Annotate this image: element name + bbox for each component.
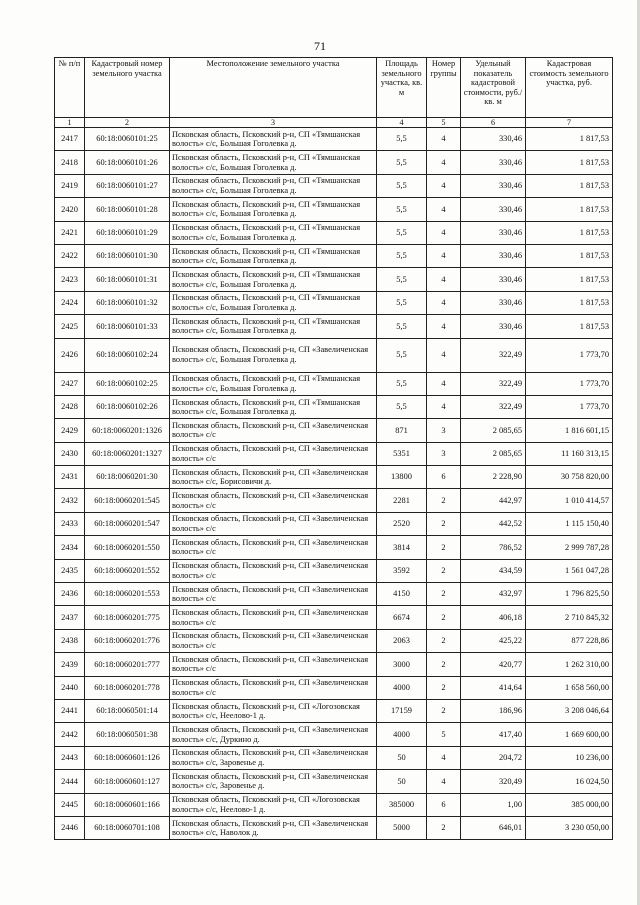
location: Псковская область, Псковский р-н, СП «Завеличенская волость» с/с, Наволок д. [170,816,377,839]
area: 5,5 [377,221,427,244]
cadastral-value: 10 236,00 [526,746,613,769]
group-number: 2 [427,629,461,652]
row-number: 2419 [55,174,85,197]
row-number: 2417 [55,128,85,151]
rate-per-sqm: 322,49 [461,338,526,372]
cadastral-value-table [54,57,613,840]
location: Псковская область, Псковский р-н, СП «Завеличенская волость» с/с [170,583,377,606]
rate-per-sqm: 406,18 [461,606,526,629]
cadastral-value: 1 817,53 [526,128,613,151]
header-row [55,58,613,118]
area: 4000 [377,723,427,746]
rate-per-sqm: 420,77 [461,653,526,676]
group-number: 4 [427,221,461,244]
cadastral-number: 60:18:0060101:30 [85,244,170,267]
column-number: 6 [461,118,526,128]
location: Псковская область, Псковский р-н, СП «Завеличенская волость» с/с [170,442,377,465]
table-row [55,442,613,465]
cadastral-number: 60:18:0060201:545 [85,489,170,512]
table-row [55,395,613,418]
table-row [55,770,613,793]
row-number: 2428 [55,395,85,418]
row-number: 2442 [55,723,85,746]
area: 3814 [377,536,427,559]
area: 5,5 [377,128,427,151]
header-num: № п/п [55,58,85,118]
row-number: 2423 [55,268,85,291]
cadastral-number: 60:18:0060201:1326 [85,419,170,442]
cadastral-number: 60:18:0060102:24 [85,338,170,372]
table-row [55,606,613,629]
row-number: 2425 [55,315,85,338]
table-row [55,244,613,267]
table-row [55,338,613,372]
rate-per-sqm: 1,00 [461,793,526,816]
area: 4000 [377,676,427,699]
cadastral-value: 1 773,70 [526,338,613,372]
row-number: 2433 [55,512,85,535]
header-group: Номер группы [427,58,461,118]
header-cadastral-number: Кадастровый номер земельного участка [85,58,170,118]
area: 385000 [377,793,427,816]
cadastral-number: 60:18:0060101:25 [85,128,170,151]
group-number: 3 [427,419,461,442]
area: 5,5 [377,395,427,418]
table-row [55,268,613,291]
area: 5,5 [377,244,427,267]
row-number: 2429 [55,419,85,442]
rate-per-sqm: 322,49 [461,395,526,418]
cadastral-number: 60:18:0060601:126 [85,746,170,769]
location: Псковская область, Псковский р-н, СП «Завеличенская волость» с/с, Дуркино д. [170,723,377,746]
table-row [55,419,613,442]
cadastral-number: 60:18:0060101:31 [85,268,170,291]
area: 5,5 [377,174,427,197]
row-number: 2440 [55,676,85,699]
location: Псковская область, Псковский р-н, СП «Тямшанская волость» с/с, Большая Гоголевка д. [170,151,377,174]
cadastral-value: 1 561 047,28 [526,559,613,582]
table-row [55,583,613,606]
row-number: 2435 [55,559,85,582]
location: Псковская область, Псковский р-н, СП «Тямшанская волость» с/с, Большая Гоголевка д. [170,244,377,267]
cadastral-value: 11 160 313,15 [526,442,613,465]
group-number: 4 [427,198,461,221]
rate-per-sqm: 417,40 [461,723,526,746]
group-number: 2 [427,512,461,535]
group-number: 6 [427,466,461,489]
column-number: 1 [55,118,85,128]
cadastral-value: 1 262 310,00 [526,653,613,676]
group-number: 5 [427,723,461,746]
row-number: 2437 [55,606,85,629]
rate-per-sqm: 330,46 [461,128,526,151]
row-number: 2434 [55,536,85,559]
location: Псковская область, Псковский р-н, СП «Тямшанская волость» с/с, Большая Гоголевка д. [170,268,377,291]
table-row [55,489,613,512]
area: 5,5 [377,372,427,395]
table-row [55,536,613,559]
table-row [55,723,613,746]
group-number: 4 [427,395,461,418]
location: Псковская область, Псковский р-н, СП «Завеличенская волость» с/с, Большая Гоголевка д. [170,338,377,372]
row-number: 2420 [55,198,85,221]
group-number: 4 [427,315,461,338]
area: 4150 [377,583,427,606]
cadastral-value: 1 773,70 [526,372,613,395]
table-row [55,746,613,769]
row-number: 2426 [55,338,85,372]
group-number: 4 [427,128,461,151]
location: Псковская область, Псковский р-н, СП «Завеличенская волость» с/с [170,629,377,652]
rate-per-sqm: 330,46 [461,221,526,244]
column-number: 2 [85,118,170,128]
cadastral-value: 1 773,70 [526,395,613,418]
cadastral-number: 60:18:0060201:776 [85,629,170,652]
cadastral-value: 1 010 414,57 [526,489,613,512]
location: Псковская область, Псковский р-н, СП «Тямшанская волость» с/с, Большая Гоголевка д. [170,395,377,418]
rate-per-sqm: 2 228,90 [461,466,526,489]
cadastral-value: 1 658 560,00 [526,676,613,699]
table-row [55,221,613,244]
row-number: 2443 [55,746,85,769]
rate-per-sqm: 330,46 [461,244,526,267]
rate-per-sqm: 320,49 [461,770,526,793]
cadastral-value: 3 230 050,00 [526,816,613,839]
table-row [55,676,613,699]
group-number: 2 [427,606,461,629]
cadastral-number: 60:18:0060201:547 [85,512,170,535]
row-number: 2427 [55,372,85,395]
cadastral-number: 60:18:0060501:38 [85,723,170,746]
cadastral-number: 60:18:0060201:552 [85,559,170,582]
cadastral-number: 60:18:0060102:26 [85,395,170,418]
group-number: 4 [427,746,461,769]
location: Псковская область, Псковский р-н, СП «Логозовская волость» с/с, Неелово-1 д. [170,793,377,816]
table-row [55,512,613,535]
cadastral-number: 60:18:0060601:166 [85,793,170,816]
row-number: 2439 [55,653,85,676]
area: 5,5 [377,268,427,291]
location: Псковская область, Псковский р-н, СП «Завеличенская волость» с/с [170,559,377,582]
group-number: 6 [427,793,461,816]
rate-per-sqm: 442,97 [461,489,526,512]
column-number-row [55,118,613,128]
group-number: 4 [427,244,461,267]
rate-per-sqm: 330,46 [461,151,526,174]
table-row [55,699,613,722]
cadastral-number: 60:18:0060101:29 [85,221,170,244]
rate-per-sqm: 442,52 [461,512,526,535]
cadastral-value: 1 817,53 [526,291,613,314]
row-number: 2430 [55,442,85,465]
row-number: 2418 [55,151,85,174]
location: Псковская область, Псковский р-н, СП «Тямшанская волость» с/с, Большая Гоголевка д. [170,291,377,314]
rate-per-sqm: 330,46 [461,315,526,338]
group-number: 4 [427,291,461,314]
area: 2063 [377,629,427,652]
cadastral-value: 1 115 150,40 [526,512,613,535]
cadastral-value: 1 817,53 [526,268,613,291]
rate-per-sqm: 186,96 [461,699,526,722]
row-number: 2436 [55,583,85,606]
cadastral-value: 385 000,00 [526,793,613,816]
rate-per-sqm: 414,64 [461,676,526,699]
row-number: 2424 [55,291,85,314]
table-row [55,291,613,314]
table-row [55,174,613,197]
area: 2520 [377,512,427,535]
cadastral-value: 1 817,53 [526,244,613,267]
table-row [55,653,613,676]
rate-per-sqm: 432,97 [461,583,526,606]
cadastral-value: 1 816 601,15 [526,419,613,442]
row-number: 2422 [55,244,85,267]
row-number: 2446 [55,816,85,839]
column-number: 5 [427,118,461,128]
rate-per-sqm: 2 085,65 [461,419,526,442]
cadastral-number: 60:18:0060201:775 [85,606,170,629]
column-number: 3 [170,118,377,128]
cadastral-number: 60:18:0060101:33 [85,315,170,338]
column-number: 7 [526,118,613,128]
area: 50 [377,746,427,769]
cadastral-value: 1 796 825,50 [526,583,613,606]
area: 5000 [377,816,427,839]
location: Псковская область, Псковский р-н, СП «Завеличенская волость» с/с [170,653,377,676]
table-row [55,128,613,151]
rate-per-sqm: 330,46 [461,291,526,314]
area: 5,5 [377,315,427,338]
location: Псковская область, Псковский р-н, СП «Завеличенская волость» с/с [170,512,377,535]
table-row [55,629,613,652]
cadastral-value: 3 208 046,64 [526,699,613,722]
row-number: 2431 [55,466,85,489]
cadastral-number: 60:18:0060102:25 [85,372,170,395]
group-number: 2 [427,536,461,559]
cadastral-value: 1 817,53 [526,221,613,244]
rate-per-sqm: 434,59 [461,559,526,582]
group-number: 2 [427,489,461,512]
table-row [55,315,613,338]
location: Псковская область, Псковский р-н, СП «Завеличенская волость» с/с, Заровенье д. [170,770,377,793]
cadastral-value: 877 228,86 [526,629,613,652]
header-rate: Удельный показатель кадастровой стоимости, руб./кв. м [461,58,526,118]
area: 13800 [377,466,427,489]
header-location: Местоположение земельного участка [170,58,377,118]
area: 2281 [377,489,427,512]
location: Псковская область, Псковский р-н, СП «Тямшанская волость» с/с, Большая Гоголевка д. [170,315,377,338]
rate-per-sqm: 330,46 [461,174,526,197]
cadastral-number: 60:18:0060201:777 [85,653,170,676]
cadastral-number: 60:18:0060201:550 [85,536,170,559]
cadastral-value: 1 817,53 [526,174,613,197]
group-number: 4 [427,372,461,395]
area: 6674 [377,606,427,629]
row-number: 2421 [55,221,85,244]
location: Псковская область, Псковский р-н, СП «Тямшанская волость» с/с, Большая Гоголевка д. [170,174,377,197]
group-number: 2 [427,653,461,676]
cadastral-number: 60:18:0060201:30 [85,466,170,489]
cadastral-value: 1 817,53 [526,315,613,338]
area: 871 [377,419,427,442]
table-row [55,466,613,489]
location: Псковская область, Псковский р-н, СП «Завеличенская волость» с/с, Борисовичи д. [170,466,377,489]
page-number: 71 [314,39,326,53]
rate-per-sqm: 330,46 [461,268,526,291]
cadastral-number: 60:18:0060601:127 [85,770,170,793]
location: Псковская область, Псковский р-н, СП «Завеличенская волость» с/с [170,676,377,699]
table-body [55,128,613,840]
group-number: 4 [427,338,461,372]
area: 17159 [377,699,427,722]
area: 5351 [377,442,427,465]
location: Псковская область, Псковский р-н, СП «Завеличенская волость» с/с [170,489,377,512]
area: 5,5 [377,291,427,314]
row-number: 2441 [55,699,85,722]
cadastral-value: 1 669 600,00 [526,723,613,746]
group-number: 4 [427,174,461,197]
cadastral-value: 16 024,50 [526,770,613,793]
rate-per-sqm: 330,46 [461,198,526,221]
cadastral-value: 2 999 787,28 [526,536,613,559]
cadastral-value: 30 758 820,00 [526,466,613,489]
row-number: 2444 [55,770,85,793]
header-value: Кадастровая стоимость земельного участка, руб. [526,58,613,118]
table-row [55,372,613,395]
cadastral-number: 60:18:0060201:778 [85,676,170,699]
group-number: 2 [427,583,461,606]
rate-per-sqm: 322,49 [461,372,526,395]
cadastral-number: 60:18:0060101:26 [85,151,170,174]
location: Псковская область, Псковский р-н, СП «Завеличенская волость» с/с [170,536,377,559]
area: 5,5 [377,338,427,372]
cadastral-value: 1 817,53 [526,198,613,221]
cadastral-value: 2 710 845,32 [526,606,613,629]
row-number: 2432 [55,489,85,512]
location: Псковская область, Псковский р-н, СП «Завеличенская волость» с/с, Заровенье д. [170,746,377,769]
column-number: 4 [377,118,427,128]
rate-per-sqm: 646,01 [461,816,526,839]
rate-per-sqm: 204,72 [461,746,526,769]
cadastral-number: 60:18:0060101:32 [85,291,170,314]
table-row [55,793,613,816]
row-number: 2438 [55,629,85,652]
cadastral-number: 60:18:0060501:14 [85,699,170,722]
cadastral-number: 60:18:0060201:553 [85,583,170,606]
rate-per-sqm: 786,52 [461,536,526,559]
area: 3592 [377,559,427,582]
location: Псковская область, Псковский р-н, СП «Тямшанская волость» с/с, Большая Гоголевка д. [170,221,377,244]
rate-per-sqm: 2 085,65 [461,442,526,465]
row-number: 2445 [55,793,85,816]
rate-per-sqm: 425,22 [461,629,526,652]
cadastral-value: 1 817,53 [526,151,613,174]
area: 5,5 [377,198,427,221]
location: Псковская область, Псковский р-н, СП «Тямшанская волость» с/с, Большая Гоголевка д. [170,198,377,221]
table-row [55,816,613,839]
location: Псковская область, Псковский р-н, СП «Тямшанская волость» с/с, Большая Гоголевка д. [170,372,377,395]
cadastral-number: 60:18:0060201:1327 [85,442,170,465]
group-number: 4 [427,770,461,793]
group-number: 4 [427,268,461,291]
area: 50 [377,770,427,793]
group-number: 2 [427,699,461,722]
location: Псковская область, Псковский р-н, СП «Завеличенская волость» с/с [170,419,377,442]
table-row [55,198,613,221]
area: 3000 [377,653,427,676]
header-area: Площадь земельного участка, кв. м [377,58,427,118]
cadastral-number: 60:18:0060101:28 [85,198,170,221]
location: Псковская область, Псковский р-н, СП «Логозовская волость» с/с, Неелово-1 д. [170,699,377,722]
location: Псковская область, Псковский р-н, СП «Тямшанская волость» с/с, Большая Гоголевка д. [170,128,377,151]
location: Псковская область, Псковский р-н, СП «Завеличенская волость» с/с [170,606,377,629]
cadastral-number: 60:18:0060701:108 [85,816,170,839]
group-number: 2 [427,816,461,839]
area: 5,5 [377,151,427,174]
group-number: 2 [427,559,461,582]
group-number: 4 [427,151,461,174]
group-number: 2 [427,676,461,699]
table-row [55,151,613,174]
cadastral-number: 60:18:0060101:27 [85,174,170,197]
group-number: 3 [427,442,461,465]
table-row [55,559,613,582]
